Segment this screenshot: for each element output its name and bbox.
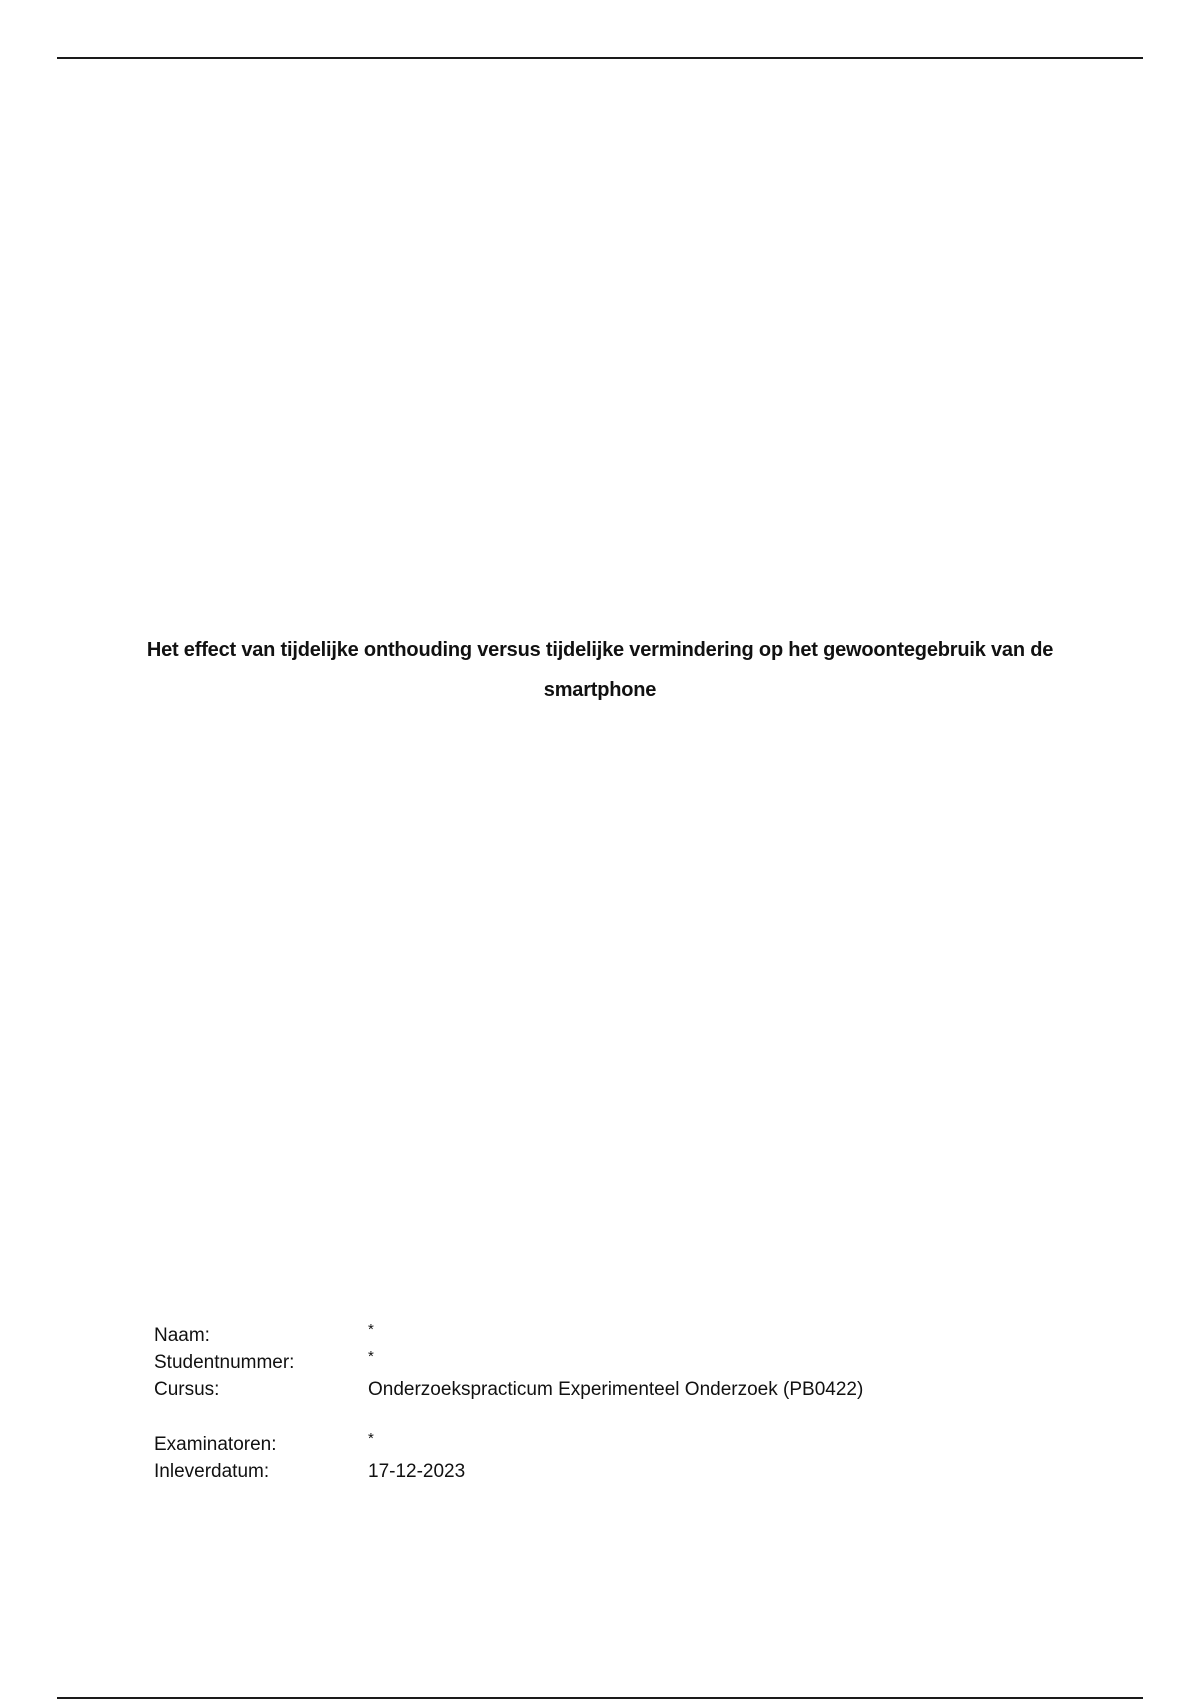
detail-row-studentnummer: [154, 1349, 863, 1376]
detail-row-examinatoren: [154, 1431, 863, 1458]
header-rule: [57, 57, 1143, 59]
document-details: [154, 1322, 863, 1485]
studentnummer-label: Studentnummer:: [154, 1352, 295, 1373]
examinatoren-label: Examinatoren:: [154, 1434, 277, 1455]
naam-value: *: [368, 1321, 374, 1338]
examinatoren-value: *: [368, 1430, 374, 1447]
document-title: Het effect van tijdelijke onthouding versus tijdelijke vermindering op het gewoontegebruik van de smartphone: [146, 639, 1054, 701]
detail-row-naam: [154, 1322, 863, 1349]
cursus-value: Onderzoekspracticum Experimenteel Onderzoek (PB0422): [368, 1379, 864, 1400]
studentnummer-value: *: [368, 1348, 374, 1365]
detail-row-inleverdatum: [154, 1458, 863, 1485]
cursus-label: Cursus:: [154, 1379, 220, 1400]
naam-label: Naam:: [154, 1325, 210, 1346]
footer-rule: [57, 1697, 1143, 1699]
detail-row-cursus: [154, 1376, 863, 1403]
inleverdatum-label: Inleverdatum:: [154, 1461, 270, 1482]
inleverdatum-value: 17-12-2023: [368, 1461, 466, 1482]
